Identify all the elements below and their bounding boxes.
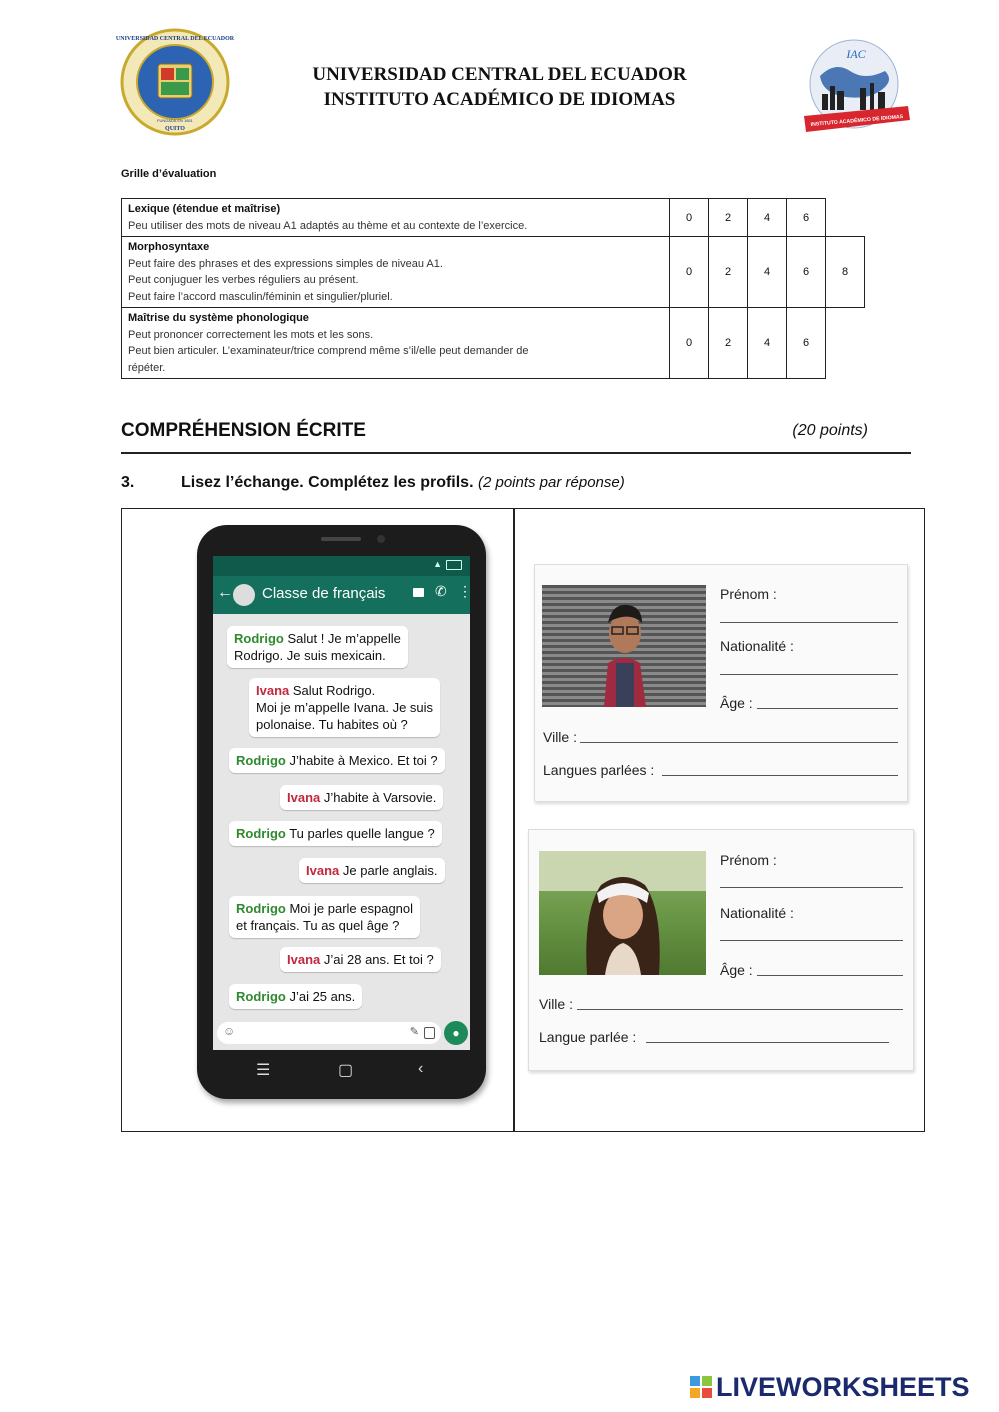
message-sender: Ivana xyxy=(306,863,340,878)
status-bar xyxy=(213,556,470,576)
institution-line-1: UNIVERSIDAD CENTRAL DEL ECUADOR xyxy=(312,64,687,85)
label-age: Âge : xyxy=(720,695,753,711)
criterion-cell xyxy=(122,199,670,237)
battery-icon xyxy=(446,560,462,570)
back-nav-icon[interactable]: ‹ xyxy=(418,1060,424,1077)
liveworksheets-brand: LIVEWORKSHEETS xyxy=(716,1372,970,1402)
answer-line-age[interactable] xyxy=(757,708,898,709)
criterion-line: Peut faire des phrases et des expressions simples de niveau A1. xyxy=(128,257,443,270)
score-cell[interactable]: 4 xyxy=(748,199,787,237)
label-langues: Langues parlées : xyxy=(543,762,655,778)
criterion-cell xyxy=(122,308,670,379)
score-cell[interactable]: 2 xyxy=(709,237,748,308)
criterion-line: Peut faire l’accord masculin/féminin et singulier/pluriel. xyxy=(128,290,393,303)
label-nationalite: Nationalité : xyxy=(720,638,794,654)
menu-nav-icon[interactable]: ☰ xyxy=(256,1062,271,1079)
score-cell[interactable]: 6 xyxy=(787,237,826,308)
message-text: Moi je parle espagnol xyxy=(289,901,414,916)
grille-label: Grille d’évaluation xyxy=(121,168,217,180)
phone-speaker xyxy=(321,537,361,541)
microphone-icon[interactable]: ● xyxy=(444,1021,468,1045)
question-text: Lisez l’échange. Complétez les profils. xyxy=(181,474,474,491)
message-input[interactable] xyxy=(217,1022,441,1044)
seal-founded-text: FUNDADA EN 1651 xyxy=(157,118,193,123)
score-cell[interactable]: 0 xyxy=(670,237,709,308)
answer-line-nationalite[interactable] xyxy=(720,674,898,675)
message-text: Salut Rodrigo. xyxy=(292,683,376,698)
message-sender: Ivana xyxy=(287,790,321,805)
score-cell[interactable]: 2 xyxy=(709,199,748,237)
chat-message xyxy=(229,821,442,846)
criterion-line: répéter. xyxy=(128,361,166,374)
answer-line-nationalite[interactable] xyxy=(720,940,903,941)
label-ville: Ville : xyxy=(543,729,577,745)
message-sender: Rodrigo xyxy=(234,631,284,646)
menu-dots-icon[interactable]: ⋮ xyxy=(458,583,472,599)
chat-message xyxy=(249,678,440,737)
message-text: J’ai 25 ans. xyxy=(289,989,356,1004)
message-sender: Rodrigo xyxy=(236,901,286,916)
message-text: Tu parles quelle langue ? xyxy=(289,826,435,841)
answer-line-prenom[interactable] xyxy=(720,622,898,623)
question-note: (2 points par réponse) xyxy=(477,474,625,491)
message-sender: Rodrigo xyxy=(236,989,286,1004)
phone-call-icon[interactable]: ✆ xyxy=(435,583,447,599)
chat-message xyxy=(280,785,443,810)
message-text: J’habite à Varsovie. xyxy=(323,790,437,805)
profile-photo-man xyxy=(542,585,706,707)
evaluation-grid xyxy=(121,198,865,379)
section-points: (20 points) xyxy=(792,422,868,439)
exercise-divider xyxy=(513,508,515,1132)
message-sender: Rodrigo xyxy=(236,753,286,768)
criterion-line: Peu utiliser des mots de niveau A1 adaptés au thème et au contexte de l’exercice. xyxy=(128,219,528,232)
institution-line-2: INSTITUTO ACADÉMICO DE IDIOMAS xyxy=(323,89,676,110)
message-text: J’ai 28 ans. Et toi ? xyxy=(323,952,434,967)
answer-line-prenom[interactable] xyxy=(720,887,903,888)
score-cell[interactable]: 8 xyxy=(826,237,865,308)
grid-row-phonologie xyxy=(122,308,865,379)
score-cell[interactable]: 6 xyxy=(787,199,826,237)
score-cell[interactable]: 2 xyxy=(709,308,748,379)
video-call-icon[interactable] xyxy=(413,588,424,597)
message-text: Rodrigo. Je suis mexicain. xyxy=(234,648,386,663)
criterion-line: Peut conjuguer les verbes réguliers au présent. xyxy=(128,274,359,286)
chat-message xyxy=(229,748,445,773)
label-ville: Ville : xyxy=(539,996,573,1012)
chat-message xyxy=(229,984,362,1009)
score-cell[interactable]: 0 xyxy=(670,308,709,379)
phone-screen xyxy=(213,556,470,1050)
message-sender: Rodrigo xyxy=(236,826,286,841)
section-title: COMPRÉHENSION ÉCRITE xyxy=(121,420,366,441)
message-text: et français. Tu as quel âge ? xyxy=(236,918,400,933)
group-avatar xyxy=(233,584,255,606)
grid-row-lexique xyxy=(122,199,865,237)
message-sender: Ivana xyxy=(287,952,321,967)
answer-line-langue[interactable] xyxy=(646,1042,889,1043)
seal-bottom-text: QUITO xyxy=(165,126,185,132)
criterion-title: Morphosyntaxe xyxy=(128,241,210,253)
message-text: J’habite à Mexico. Et toi ? xyxy=(289,753,438,768)
chat-header xyxy=(213,576,470,614)
grid-row-morphosyntaxe xyxy=(122,237,865,308)
message-text: Je parle anglais. xyxy=(342,863,438,878)
answer-line-ville[interactable] xyxy=(580,742,898,743)
score-cell[interactable]: 0 xyxy=(670,199,709,237)
criterion-title: Lexique (étendue et maîtrise) xyxy=(128,203,281,215)
phone-camera xyxy=(377,535,385,543)
label-age: Âge : xyxy=(720,962,753,978)
message-sender: Ivana xyxy=(256,683,290,698)
message-text: Moi je m’appelle Ivana. Je suis xyxy=(256,700,434,715)
back-arrow-icon[interactable]: ← xyxy=(217,584,233,601)
empty-cell xyxy=(826,308,865,379)
home-nav-icon[interactable]: ▢ xyxy=(338,1062,354,1079)
camera-icon[interactable] xyxy=(424,1027,435,1039)
score-cell[interactable]: 4 xyxy=(748,308,787,379)
section-divider xyxy=(121,452,911,454)
answer-line-ville[interactable] xyxy=(577,1009,903,1010)
chat-title: Classe de français xyxy=(262,585,386,602)
criterion-line: Peut prononcer correctement les mots et les sons. xyxy=(128,328,374,341)
answer-line-langues[interactable] xyxy=(662,775,898,776)
message-text: Salut ! Je m’appelle xyxy=(287,631,401,646)
label-nationalite: Nationalité : xyxy=(720,905,794,921)
attach-icon[interactable]: ✎ xyxy=(409,1026,419,1038)
emoji-icon[interactable]: ☺ xyxy=(223,1024,236,1038)
label-prenom: Prénom : xyxy=(720,852,777,868)
chat-message xyxy=(229,896,420,938)
criterion-line: Peut bien articuler. L’examinateur/trice comprend même s’il/elle peut demander de xyxy=(128,345,529,357)
institute-badge-text: INSTITUTO ACADÉMICO DE IDIOMAS xyxy=(810,113,904,129)
message-text: polonaise. Tu habites où ? xyxy=(256,717,408,732)
profile-photo-woman xyxy=(539,851,706,975)
label-prenom: Prénom : xyxy=(720,586,777,602)
seal-top-text: UNIVERSIDAD CENTRAL DEL ECUADOR xyxy=(115,36,235,42)
score-cell[interactable]: 4 xyxy=(748,237,787,308)
institute-mark-text: IAC xyxy=(846,47,866,61)
criterion-title: Maîtrise du système phonologique xyxy=(128,312,309,324)
chat-message xyxy=(227,626,408,668)
chat-message xyxy=(280,947,441,972)
score-cell[interactable]: 6 xyxy=(787,308,826,379)
label-langue: Langue parlée : xyxy=(539,1029,637,1045)
question-number: 3. xyxy=(121,474,135,491)
chat-message xyxy=(299,858,445,883)
signal-icon: ▲ xyxy=(433,559,442,569)
criterion-cell xyxy=(122,237,670,308)
institute-logo xyxy=(800,36,912,138)
question-instruction xyxy=(181,474,625,492)
empty-cell xyxy=(826,199,865,237)
liveworksheets-logo-icon xyxy=(690,1376,712,1398)
answer-line-age[interactable] xyxy=(757,975,903,976)
